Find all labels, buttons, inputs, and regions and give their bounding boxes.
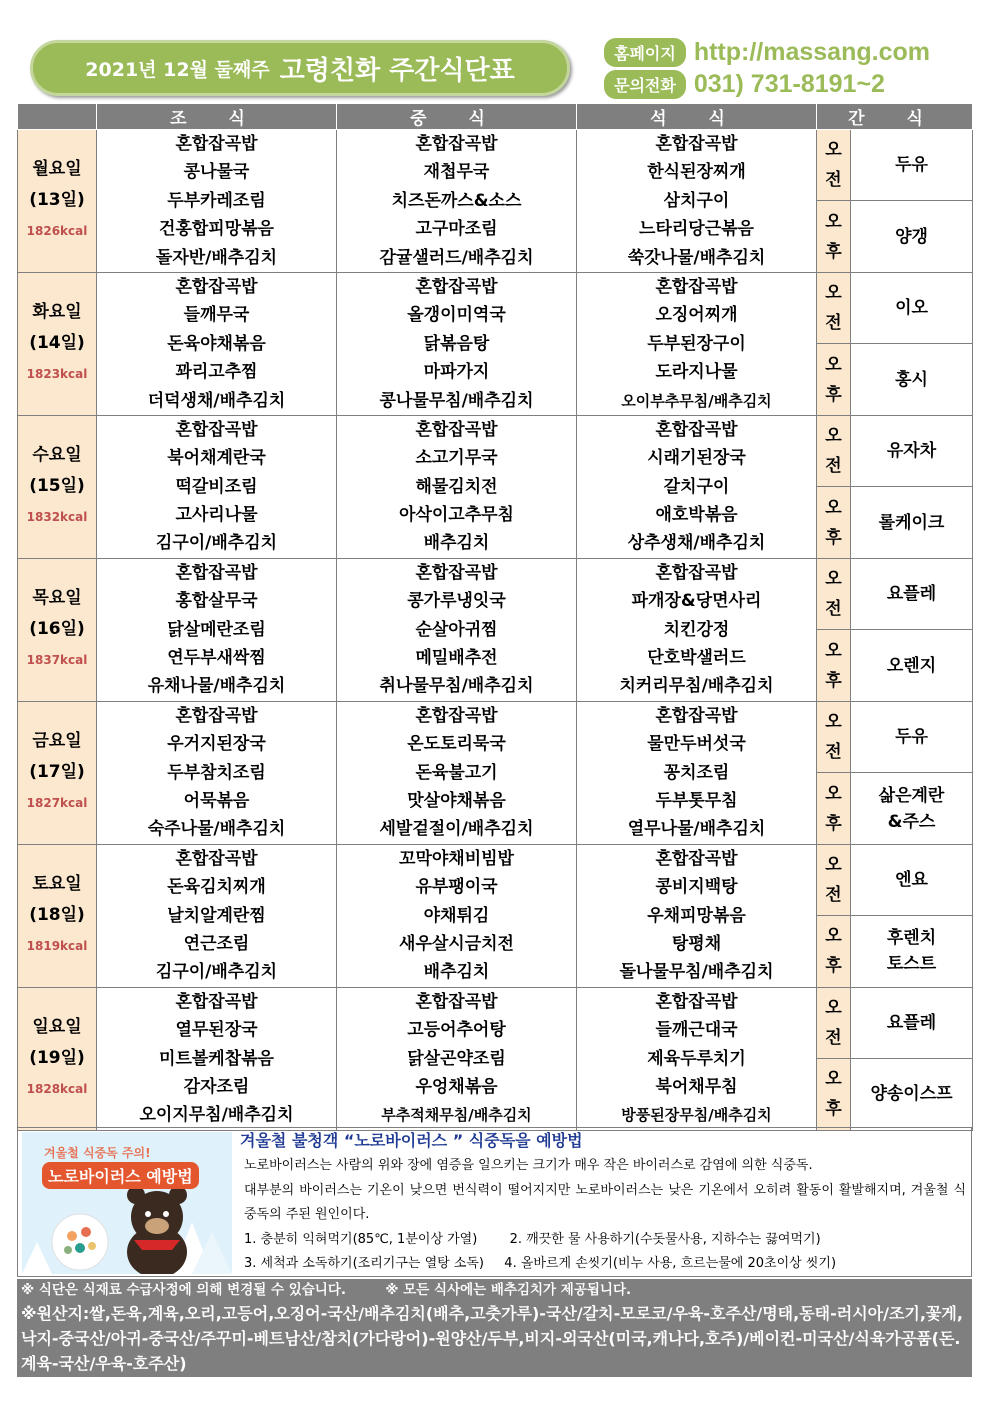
breakfast-item: 꽈리고추찜 bbox=[175, 362, 258, 383]
pm-label bbox=[817, 487, 851, 558]
lunch-item: 배추김치 bbox=[423, 962, 490, 983]
day-date: (17일) bbox=[29, 762, 85, 783]
day-cell bbox=[18, 558, 97, 701]
norovirus-paragraph-1: 노로바이러스는 사람의 위와 장에 염증을 일으키는 크기가 매우 작은 바이러스로 감염에 의한 식중독. bbox=[244, 1158, 813, 1173]
am-label-char: 오 bbox=[825, 855, 842, 875]
phone-row bbox=[604, 70, 964, 98]
origin-info: ※원산지:쌀,돈육,계육,오리,고등어,오징어-국산/배추김치(배추,고춧가루)-국산/갈치-모로코/우육-호주산/명태,동태-러시아/조기,꽃게,낙지-중국산/아귀-중국산/주꾸미-베트남산/참치(가다랑어)-원양산/두부,비지-외국산(미국,캐나다,호주)/베이컨-미국산/식육가공품(돈.계육-국산/우육-호주산) bbox=[21, 1304, 963, 1373]
dinner-item: 우채피망볶음 bbox=[647, 905, 746, 926]
breakfast-cell bbox=[97, 130, 337, 273]
breakfast-item: 돌자반/배추김치 bbox=[155, 247, 278, 268]
weekly-menu-table bbox=[17, 103, 973, 1131]
lunch-item: 고구마조림 bbox=[415, 219, 498, 240]
dinner-item: 혼합잡곡밥 bbox=[655, 705, 738, 726]
lunch-item: 야채튀김 bbox=[423, 905, 490, 926]
pm-label-char: 후 bbox=[825, 813, 842, 834]
breakfast-item: 혼합잡곡밥 bbox=[175, 419, 258, 440]
day-cell bbox=[18, 844, 97, 987]
lunch-item: 혼합잡곡밥 bbox=[415, 276, 498, 297]
lunch-item: 취나물무침/배추김치 bbox=[379, 676, 534, 697]
footer-notes bbox=[17, 1279, 972, 1377]
am-label-char: 전 bbox=[825, 599, 842, 620]
pm-snack: 양갱 bbox=[851, 201, 973, 272]
pm-label bbox=[817, 344, 851, 415]
am-label bbox=[817, 987, 851, 1058]
tip-1: 1. 충분히 익혀먹기(85℃, 1분이상 가열) bbox=[244, 1231, 478, 1247]
pm-snack bbox=[851, 773, 973, 844]
day-row bbox=[18, 701, 973, 772]
day-kcal: 1819kcal bbox=[26, 939, 88, 954]
day-name: 월요일 bbox=[32, 159, 82, 180]
norovirus-title: 겨울철 불청객 “노로바이러스 ” 식중독을 예방법 bbox=[240, 1131, 583, 1150]
dinner-item: 시래기된장국 bbox=[647, 448, 746, 469]
dinner-cell bbox=[577, 130, 817, 273]
am-label bbox=[817, 844, 851, 915]
day-name: 목요일 bbox=[32, 588, 82, 609]
dinner-item: 애호박볶음 bbox=[655, 505, 738, 526]
lunch-item: 닭볶음탕 bbox=[423, 333, 490, 354]
tip-3: 3. 세척과 소독하기(조리기구는 열탕 소독) bbox=[244, 1256, 485, 1271]
am-label bbox=[817, 701, 851, 772]
breakfast-cell bbox=[97, 415, 337, 558]
lunch-item: 혼합잡곡밥 bbox=[415, 705, 498, 726]
pm-label bbox=[817, 1059, 851, 1130]
am-label-char: 오 bbox=[825, 712, 842, 733]
dinner-item: 느타리당근볶음 bbox=[639, 219, 754, 240]
breakfast-item: 고사리나물 bbox=[175, 505, 258, 526]
lunch-item: 순살아귀찜 bbox=[415, 619, 498, 640]
dinner-item: 혼합잡곡밥 bbox=[655, 991, 738, 1012]
dinner-cell bbox=[577, 272, 817, 415]
breakfast-cell bbox=[97, 701, 337, 844]
dinner-item: 방풍된장무침/배추김치 bbox=[621, 1106, 772, 1125]
tip-2: 2. 깨끗한 물 사용하기(수돗물사용, 지하수는 끓여먹기) bbox=[509, 1231, 821, 1247]
footer-note-row bbox=[21, 1279, 968, 1301]
dinner-item: 돌나물무침/배추김치 bbox=[619, 962, 774, 983]
breakfast-cell bbox=[97, 272, 337, 415]
homepage-url[interactable]: http://massang.com bbox=[693, 37, 930, 66]
dinner-cell bbox=[577, 987, 817, 1130]
lunch-cell bbox=[337, 701, 577, 844]
dinner-item: 혼합잡곡밥 bbox=[655, 134, 738, 154]
lunch-cell bbox=[337, 844, 577, 987]
am-label-char: 전 bbox=[825, 170, 842, 191]
am-label-char: 오 bbox=[825, 997, 842, 1018]
lunch-item: 올갱이미역국 bbox=[407, 305, 506, 326]
day-kcal: 1828kcal bbox=[26, 1082, 88, 1097]
title-main: 고령친화 주간식단표 bbox=[279, 55, 515, 86]
pm-label-char: 오 bbox=[825, 1069, 842, 1090]
breakfast-item: 북어채계란국 bbox=[167, 448, 266, 469]
breakfast-item: 날치알계란찜 bbox=[167, 905, 266, 926]
breakfast-item: 연두부새싹찜 bbox=[167, 648, 266, 669]
am-label bbox=[817, 558, 851, 629]
breakfast-item: 우거지된장국 bbox=[167, 734, 266, 755]
lunch-item: 혼합잡곡밥 bbox=[415, 991, 498, 1012]
day-date: (14일) bbox=[29, 333, 85, 354]
breakfast-item: 김구이/배추김치 bbox=[155, 962, 278, 983]
dinner-item: 혼합잡곡밥 bbox=[655, 848, 738, 869]
day-cell bbox=[18, 130, 97, 273]
lunch-item: 우엉채볶음 bbox=[415, 1076, 498, 1097]
dinner-item: 한식된장찌개 bbox=[647, 162, 746, 183]
am-snack: 요플레 bbox=[851, 558, 973, 629]
breakfast-item: 오이지무침/배추김치 bbox=[139, 1105, 294, 1126]
illustration-caption-2: 노로바이러스 예방법 bbox=[42, 1162, 199, 1189]
dinner-item: 오징어찌개 bbox=[655, 305, 738, 326]
day-date: (13일) bbox=[29, 190, 85, 211]
pm-label-char: 오 bbox=[825, 211, 842, 232]
header-blank bbox=[18, 104, 97, 130]
lunch-item: 콩나물무침/배추김치 bbox=[379, 390, 534, 411]
norovirus-body bbox=[244, 1154, 966, 1277]
tip-4: 4. 올바르게 손씻기(비누 사용, 흐르는물에 20초이상 씻기) bbox=[504, 1256, 837, 1271]
dinner-item: 치커리무침/배추김치 bbox=[619, 676, 774, 697]
phone-label: 문의전화 bbox=[604, 70, 686, 99]
am-label bbox=[817, 272, 851, 343]
lunch-item: 새우살시금치전 bbox=[399, 933, 514, 954]
breakfast-item: 김구이/배추김치 bbox=[155, 533, 278, 554]
day-kcal: 1832kcal bbox=[26, 510, 88, 525]
dinner-cell bbox=[577, 415, 817, 558]
dinner-item: 꽁치조림 bbox=[663, 762, 730, 783]
breakfast-item: 콩나물국 bbox=[183, 162, 250, 183]
page-title bbox=[30, 40, 570, 96]
am-label-char: 전 bbox=[825, 742, 842, 763]
lunch-item: 아삭이고추무침 bbox=[399, 505, 514, 526]
lunch-item: 온도토리묵국 bbox=[407, 734, 506, 755]
dinner-item: 탕평채 bbox=[671, 933, 722, 954]
breakfast-item: 어묵볶음 bbox=[183, 790, 250, 811]
am-label-char: 전 bbox=[825, 313, 842, 334]
lunch-item: 꼬막야채비빔밥 bbox=[399, 848, 514, 869]
am-label-char: 오 bbox=[825, 283, 842, 304]
pm-label-char: 오 bbox=[825, 783, 842, 804]
am-label-char: 오 bbox=[825, 569, 842, 590]
dinner-item: 두부된장구이 bbox=[647, 333, 746, 354]
day-kcal: 1837kcal bbox=[26, 653, 88, 668]
title-prefix: 2021년 12월 둘째주 bbox=[85, 58, 270, 81]
header-dinner: 석 식 bbox=[577, 104, 817, 130]
breakfast-item: 열무된장국 bbox=[175, 1020, 258, 1041]
pm-snack-line: 후렌치 bbox=[886, 928, 937, 949]
breakfast-item: 돈육김치찌개 bbox=[167, 877, 266, 898]
breakfast-item: 혼합잡곡밥 bbox=[175, 848, 258, 869]
dinner-item: 상추생채/배추김치 bbox=[627, 533, 766, 554]
lunch-cell bbox=[337, 272, 577, 415]
pm-label bbox=[817, 201, 851, 272]
am-snack: 요플레 bbox=[851, 987, 973, 1058]
day-cell bbox=[18, 987, 97, 1130]
breakfast-cell bbox=[97, 558, 337, 701]
dinner-item: 열무나물/배추김치 bbox=[627, 819, 766, 840]
pm-label-char: 후 bbox=[825, 527, 842, 548]
day-name: 화요일 bbox=[32, 302, 82, 323]
breakfast-item: 혼합잡곡밥 bbox=[175, 134, 258, 154]
illustration-caption-1: 겨울철 식중독 주의! bbox=[44, 1146, 151, 1160]
breakfast-item: 미트볼케찹볶음 bbox=[159, 1048, 274, 1069]
dinner-item: 오이부추무침/배추김치 bbox=[621, 391, 772, 410]
lunch-item: 돈육불고기 bbox=[415, 762, 498, 783]
day-name: 토요일 bbox=[32, 874, 82, 895]
pm-label-char: 오 bbox=[825, 497, 842, 518]
day-date: (16일) bbox=[29, 619, 85, 640]
am-snack: 이오 bbox=[851, 272, 973, 343]
pm-label-char: 후 bbox=[825, 384, 842, 405]
breakfast-item: 건홍합피망볶음 bbox=[159, 219, 274, 240]
dinner-item: 치킨강정 bbox=[663, 619, 730, 640]
breakfast-item: 숙주나물/배추김치 bbox=[147, 819, 286, 840]
lunch-item: 고등어추어탕 bbox=[407, 1020, 506, 1041]
breakfast-cell bbox=[97, 844, 337, 987]
lunch-item: 혼합잡곡밥 bbox=[415, 562, 498, 583]
footer-note-1: ※ 식단은 식재료 수급사정에 의해 변경될 수 있습니다. bbox=[21, 1282, 347, 1298]
am-label-char: 전 bbox=[825, 885, 842, 905]
lunch-item: 혼합잡곡밥 bbox=[415, 134, 498, 154]
dinner-item: 혼합잡곡밥 bbox=[655, 562, 738, 583]
day-row bbox=[18, 415, 973, 486]
day-row bbox=[18, 987, 973, 1058]
breakfast-cell bbox=[97, 987, 337, 1130]
dinner-item: 콩비지백탕 bbox=[655, 877, 738, 898]
dinner-item: 혼합잡곡밥 bbox=[655, 276, 738, 297]
footer-note-2: ※ 모든 식사에는 배추김치가 제공됩니다. bbox=[385, 1282, 632, 1298]
phone-number: 031) 731-8191~2 bbox=[693, 69, 885, 98]
day-row bbox=[18, 272, 973, 343]
pm-label-char: 후 bbox=[825, 1099, 842, 1120]
day-date: (19일) bbox=[29, 1048, 85, 1069]
dinner-item: 제육두루치기 bbox=[647, 1048, 746, 1069]
breakfast-item: 혼합잡곡밥 bbox=[175, 991, 258, 1012]
dinner-item: 북어채무침 bbox=[655, 1076, 738, 1097]
dinner-item: 들깨근대국 bbox=[655, 1020, 738, 1041]
am-snack: 엔요 bbox=[851, 844, 973, 915]
pm-label-char: 후 bbox=[825, 956, 842, 977]
norovirus-paragraph-2: 대부분의 바이러스는 기온이 낮으면 번식력이 떨어지지만 노로바이러스는 낮은 기온에서 오히려 활동이 활발해지며, 겨울철 식중독의 주된 원인이다. bbox=[244, 1182, 966, 1222]
dinner-item: 갈치구이 bbox=[663, 476, 730, 497]
am-snack: 두유 bbox=[851, 130, 973, 201]
lunch-cell bbox=[337, 415, 577, 558]
header-breakfast: 조 식 bbox=[97, 104, 337, 130]
dinner-item: 단호박샐러드 bbox=[647, 648, 746, 669]
lunch-item: 배추김치 bbox=[423, 533, 490, 554]
breakfast-item: 더덕생채/배추김치 bbox=[147, 390, 286, 411]
lunch-item: 유부팽이국 bbox=[415, 877, 498, 898]
breakfast-item: 떡갈비조림 bbox=[175, 476, 258, 497]
norovirus-illustration bbox=[22, 1132, 232, 1274]
lunch-item: 해물김치전 bbox=[415, 476, 498, 497]
day-row bbox=[18, 844, 973, 915]
dinner-item: 쑥갓나물/배추김치 bbox=[627, 247, 766, 268]
dinner-item: 혼합잡곡밥 bbox=[655, 419, 738, 440]
dinner-item: 파개장&당면사리 bbox=[631, 591, 762, 612]
day-date: (15일) bbox=[29, 476, 85, 497]
homepage-label: 홈페이지 bbox=[604, 38, 686, 67]
breakfast-item: 두부카레조림 bbox=[167, 190, 266, 211]
am-label bbox=[817, 415, 851, 486]
am-snack: 두유 bbox=[851, 701, 973, 772]
pm-label-char: 오 bbox=[825, 354, 842, 375]
breakfast-item: 유채나물/배추김치 bbox=[147, 676, 286, 697]
pm-snack: 양송이스프 bbox=[851, 1059, 973, 1130]
lunch-cell bbox=[337, 130, 577, 273]
day-cell bbox=[18, 701, 97, 844]
header-snack: 간 식 bbox=[817, 104, 973, 130]
breakfast-item: 두부참치조림 bbox=[167, 762, 266, 783]
day-kcal: 1826kcal bbox=[26, 224, 88, 239]
breakfast-item: 감자조림 bbox=[183, 1076, 250, 1097]
breakfast-item: 연근조림 bbox=[183, 933, 250, 954]
lunch-cell bbox=[337, 558, 577, 701]
pm-snack: 롤케이크 bbox=[851, 487, 973, 558]
dinner-cell bbox=[577, 844, 817, 987]
header-lunch: 중 식 bbox=[337, 104, 577, 130]
dinner-item: 물만두버섯국 bbox=[647, 734, 746, 755]
dinner-item: 삼치구이 bbox=[663, 190, 730, 211]
header-row bbox=[18, 104, 973, 130]
breakfast-item: 홍합살무국 bbox=[175, 591, 258, 612]
day-cell bbox=[18, 415, 97, 558]
dinner-cell bbox=[577, 701, 817, 844]
breakfast-item: 혼합잡곡밥 bbox=[175, 276, 258, 297]
pm-label bbox=[817, 630, 851, 701]
day-row bbox=[18, 558, 973, 629]
lunch-item: 마파가지 bbox=[423, 362, 490, 383]
dinner-item: 도라지나물 bbox=[655, 362, 738, 383]
pm-snack: 오렌지 bbox=[851, 630, 973, 701]
day-cell bbox=[18, 272, 97, 415]
homepage-row bbox=[604, 38, 964, 66]
pm-label-char: 후 bbox=[825, 241, 842, 262]
day-name: 금요일 bbox=[32, 731, 82, 752]
breakfast-item: 혼합잡곡밥 bbox=[175, 705, 258, 726]
am-snack: 유자차 bbox=[851, 415, 973, 486]
lunch-item: 재첩무국 bbox=[423, 162, 490, 183]
pm-snack-line: 삶은계란 bbox=[878, 785, 945, 806]
pm-label-char: 오 bbox=[825, 926, 842, 947]
am-label-char: 전 bbox=[825, 456, 842, 477]
pm-label bbox=[817, 773, 851, 844]
lunch-item: 세발겉절이/배추김치 bbox=[379, 819, 534, 840]
pm-snack: 홍시 bbox=[851, 344, 973, 415]
lunch-item: 콩가루냉잇국 bbox=[407, 591, 506, 612]
lunch-item: 감귤샐러드/배추김치 bbox=[379, 247, 534, 268]
lunch-item: 혼합잡곡밥 bbox=[415, 419, 498, 440]
day-name: 수요일 bbox=[32, 445, 82, 466]
lunch-item: 치즈돈까스&소스 bbox=[391, 190, 522, 211]
am-label-char: 오 bbox=[825, 426, 842, 447]
lunch-item: 맛살야채볶음 bbox=[407, 790, 506, 811]
dinner-item: 두부톳무침 bbox=[655, 790, 738, 811]
lunch-item: 메밀배추전 bbox=[415, 648, 498, 669]
pm-snack-line: 토스트 bbox=[886, 954, 937, 975]
day-date: (18일) bbox=[29, 905, 85, 926]
pm-snack-line: &주스 bbox=[887, 811, 936, 832]
day-kcal: 1827kcal bbox=[26, 796, 88, 811]
day-name: 일요일 bbox=[32, 1017, 82, 1038]
lunch-item: 부추적채무침/배추김치 bbox=[381, 1106, 532, 1125]
norovirus-tips-row-2 bbox=[244, 1252, 966, 1277]
am-label-char: 오 bbox=[825, 140, 842, 161]
breakfast-item: 닭살메란조림 bbox=[167, 619, 266, 640]
pm-label bbox=[817, 916, 851, 987]
breakfast-item: 돈육야채볶음 bbox=[167, 333, 266, 354]
norovirus-notice bbox=[17, 1127, 972, 1277]
pm-label-char: 후 bbox=[825, 670, 842, 691]
lunch-item: 소고기무국 bbox=[415, 448, 498, 469]
breakfast-item: 들깨무국 bbox=[183, 305, 250, 326]
day-kcal: 1823kcal bbox=[26, 367, 88, 382]
pm-label-char: 오 bbox=[825, 640, 842, 661]
lunch-cell bbox=[337, 987, 577, 1130]
dinner-cell bbox=[577, 558, 817, 701]
lunch-item: 닭살곤약조림 bbox=[407, 1048, 506, 1069]
pm-snack bbox=[851, 916, 973, 987]
norovirus-tips-row-1 bbox=[244, 1228, 966, 1253]
day-row bbox=[18, 130, 973, 201]
am-label-char: 전 bbox=[825, 1027, 842, 1048]
breakfast-item: 혼합잡곡밥 bbox=[175, 562, 258, 583]
am-label bbox=[817, 130, 851, 201]
